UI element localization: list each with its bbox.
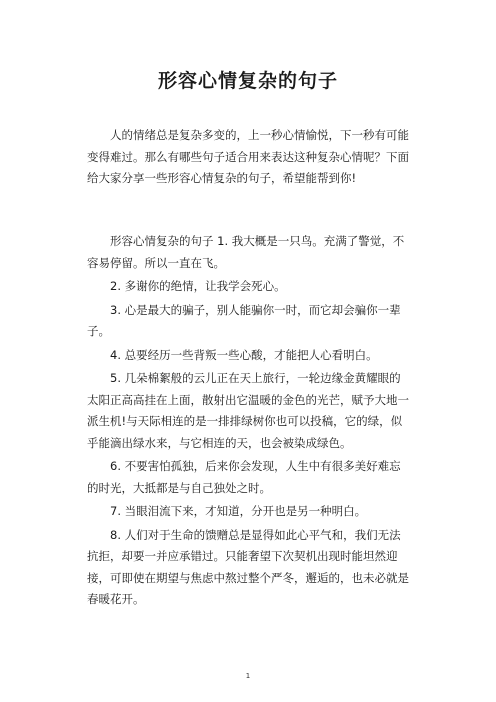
document-title: 形容心情复杂的句子 (157, 70, 338, 92)
paragraph-5: 5. 几朵棉絮般的云儿正在天上旅行，一轮边缘金黄耀眼的太阳正高高挂在上面，散射出它温暖的金色的光芒，赋予大地一派生机!与天际相连的是一排排绿树你也可以投稿，它的绿，似乎能滴出绿水来，与它相连的天，也会被染成绿色。 (87, 371, 409, 450)
paragraph-2: 2. 多谢你的绝情，让我学会死心。 (110, 279, 286, 293)
paragraph-8: 8. 人们对于生命的馈赠总是显得如此心平气和，我们无法抗拒，却要一并应承错过。只能奢望下次契机出现时能坦然迎接，可即使在期望与焦虑中熬过整个严冬，邂逅的，也未必就是春暖花开。 (87, 527, 409, 606)
paragraph-3: 3. 心是最大的骗子，别人能骗你一时，而它却会骗你一辈子。 (87, 302, 401, 338)
paragraph-1: 形容心情复杂的句子 1. 我大概是一只鸟。充满了警觉，不容易停留。所以一直在飞。 (87, 234, 405, 270)
page-number: 1 (245, 672, 251, 680)
sentence-list (87, 231, 410, 613)
paragraph-4: 4. 总要经历一些背叛一些心酸，才能把人心看明白。 (110, 347, 378, 362)
paragraph-7: 7. 当眼泪流下来，才知道，分开也是另一种明白。 (110, 504, 367, 518)
paragraph-6: 6. 不要害怕孤独，后来你会发现，人生中有很多美好难忘的时光，大抵都是与自己独处之时。 (87, 459, 401, 495)
intro-paragraph: 人的情绪总是复杂多变的，上一秒心情愉悦，下一秒有可能变得难过。那么有哪些句子适合用来表达这种复杂心情呢？下面给大家分享一些形容心情复杂的句子，希望能帮到你! (87, 128, 409, 185)
